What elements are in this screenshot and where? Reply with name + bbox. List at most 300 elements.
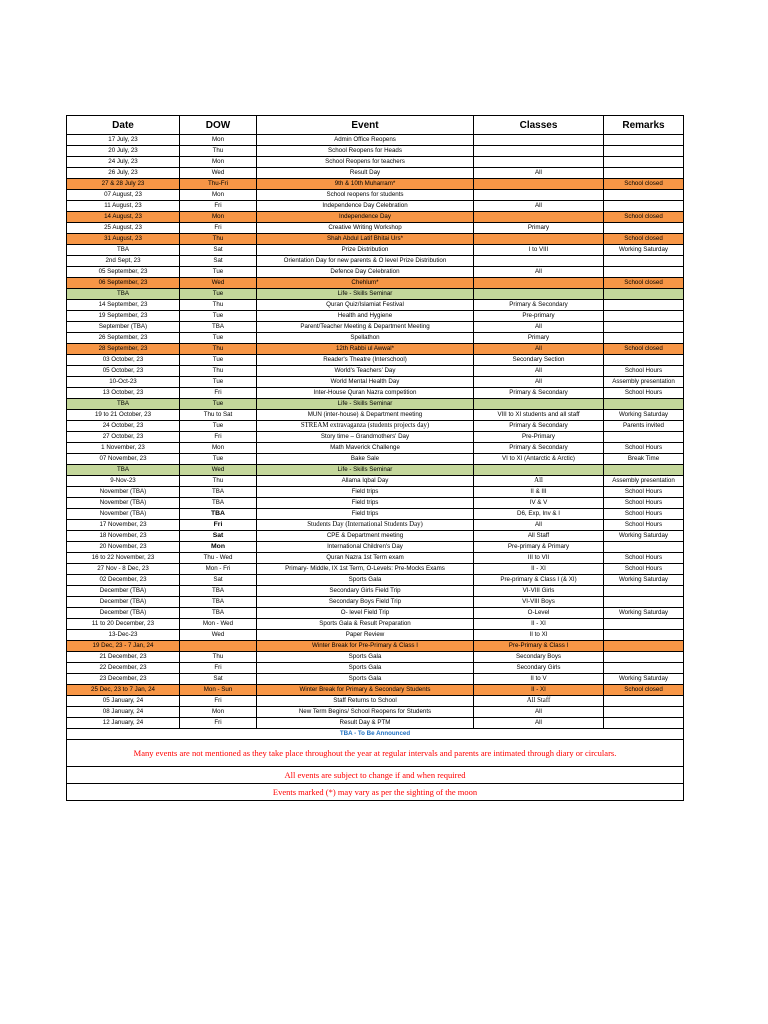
- cell-remarks: [604, 663, 684, 674]
- cell-remarks: School closed: [604, 212, 684, 223]
- cell-classes: All: [474, 267, 604, 278]
- table-row: [67, 531, 684, 542]
- table-row: [67, 487, 684, 498]
- cell-date: 21 December, 23: [67, 652, 180, 663]
- cell-remarks: [604, 322, 684, 333]
- cell-date: 11 to 20 December, 23: [67, 619, 180, 630]
- cell-classes: II - XI: [474, 564, 604, 575]
- cell-dow: Thu to Sat: [180, 410, 257, 421]
- cell-event: Primary- Middle, IX 1st Term, O-Levels: Pre-Mocks Exams: [257, 564, 474, 575]
- cell-event: Paper Review: [257, 630, 474, 641]
- cell-classes: [474, 289, 604, 300]
- cell-classes: [474, 190, 604, 201]
- table-row: [67, 278, 684, 289]
- cell-dow: Fri: [180, 520, 257, 531]
- cell-event: Reader's Theatre (Interschool): [257, 355, 474, 366]
- note-row: [67, 767, 684, 784]
- cell-remarks: [604, 168, 684, 179]
- cell-date: November (TBA): [67, 509, 180, 520]
- cell-event: Independence Day: [257, 212, 474, 223]
- cell-remarks: [604, 652, 684, 663]
- cell-event: 12th Rabbi ul Awwal*: [257, 344, 474, 355]
- cell-event: World Mental Health Day: [257, 377, 474, 388]
- cell-remarks: [604, 355, 684, 366]
- cell-date: 05 September, 23: [67, 267, 180, 278]
- table-row: [67, 179, 684, 190]
- table-row: [67, 553, 684, 564]
- cell-dow: Fri: [180, 432, 257, 443]
- cell-date: 25 Dec, 23 to 7 Jan, 24: [67, 685, 180, 696]
- cell-dow: Sat: [180, 674, 257, 685]
- cell-dow: [180, 641, 257, 652]
- table-row: [67, 696, 684, 707]
- cell-date: 07 November, 23: [67, 454, 180, 465]
- cell-classes: All: [474, 322, 604, 333]
- cell-event: Parent/Teacher Meeting & Department Meeting: [257, 322, 474, 333]
- cell-dow: Tue: [180, 333, 257, 344]
- calendar-rows: [67, 135, 684, 729]
- note-subject-to-change: All events are subject to change if and when required: [67, 767, 684, 784]
- cell-remarks: School Hours: [604, 520, 684, 531]
- cell-event: Sports Gala: [257, 674, 474, 685]
- cell-classes: VI-VIII Boys: [474, 597, 604, 608]
- cell-remarks: [604, 135, 684, 146]
- cell-event: Allama Iqbal Day: [257, 476, 474, 487]
- cell-dow: Thu: [180, 300, 257, 311]
- note-row: [67, 784, 684, 801]
- cell-remarks: School closed: [604, 278, 684, 289]
- cell-event: Prize Distribution: [257, 245, 474, 256]
- cell-event: Field trips: [257, 487, 474, 498]
- header-classes: Classes: [474, 116, 604, 135]
- cell-classes: Primary & Secondary: [474, 443, 604, 454]
- cell-date: December (TBA): [67, 597, 180, 608]
- cell-event: Field trips: [257, 498, 474, 509]
- cell-date: 05 January, 24: [67, 696, 180, 707]
- cell-event: Sports Gala: [257, 652, 474, 663]
- table-row: [67, 421, 684, 432]
- cell-date: TBA: [67, 399, 180, 410]
- cell-event: Staff Returns to School: [257, 696, 474, 707]
- cell-event: Orientation Day for new parents & O level Prize Distribution: [257, 256, 474, 267]
- cell-event: Spellathon: [257, 333, 474, 344]
- cell-dow: Mon: [180, 190, 257, 201]
- table-row: [67, 432, 684, 443]
- cell-date: 13-Dec-23: [67, 630, 180, 641]
- cell-event: STREAM extravaganza (students projects day): [257, 421, 474, 432]
- cell-date: 02 December, 23: [67, 575, 180, 586]
- cell-dow: Thu - Wed: [180, 553, 257, 564]
- cell-classes: D6, Exp, Inv & I: [474, 509, 604, 520]
- table-row: [67, 608, 684, 619]
- table-row: [67, 542, 684, 553]
- cell-dow: Thu-Fri: [180, 179, 257, 190]
- cell-date: November (TBA): [67, 498, 180, 509]
- cell-remarks: [604, 641, 684, 652]
- cell-dow: Tue: [180, 311, 257, 322]
- cell-remarks: Parents invited: [604, 421, 684, 432]
- cell-remarks: [604, 432, 684, 443]
- table-row: [67, 575, 684, 586]
- note-moon-sighting: Events marked (*) may vary as per the sighting of the moon: [67, 784, 684, 801]
- cell-date: 20 November, 23: [67, 542, 180, 553]
- cell-classes: Pre-Primary: [474, 432, 604, 443]
- cell-dow: Mon - Wed: [180, 619, 257, 630]
- table-row: [67, 498, 684, 509]
- cell-remarks: [604, 465, 684, 476]
- table-row: [67, 289, 684, 300]
- cell-classes: All: [474, 344, 604, 355]
- cell-remarks: [604, 630, 684, 641]
- cell-event: Math Maverick Challenge: [257, 443, 474, 454]
- cell-date: 14 August, 23: [67, 212, 180, 223]
- table-row: [67, 267, 684, 278]
- cell-remarks: [604, 267, 684, 278]
- cell-date: 08 January, 24: [67, 707, 180, 718]
- cell-classes: All: [474, 520, 604, 531]
- cell-dow: Fri: [180, 201, 257, 212]
- table-row: [67, 355, 684, 366]
- note-events-not-mentioned: Many events are not mentioned as they take place throughout the year at regular intervals and parents are intimated through diary or circulars.: [67, 740, 684, 767]
- cell-dow: Tue: [180, 355, 257, 366]
- cell-dow: Tue: [180, 267, 257, 278]
- cell-classes: [474, 256, 604, 267]
- cell-date: 24 October, 23: [67, 421, 180, 432]
- cell-date: 19 September, 23: [67, 311, 180, 322]
- cell-event: Winter Break for Primary & Secondary Students: [257, 685, 474, 696]
- cell-dow: Thu: [180, 476, 257, 487]
- cell-event: New Term Begins/ School Reopens for Students: [257, 707, 474, 718]
- cell-classes: Secondary Boys: [474, 652, 604, 663]
- cell-event: Creative Writing Workshop: [257, 223, 474, 234]
- calendar-table: [66, 115, 684, 801]
- cell-remarks: Working Saturday: [604, 531, 684, 542]
- cell-dow: Mon: [180, 157, 257, 168]
- cell-event: Winter Break for Pre-Primary & Class I: [257, 641, 474, 652]
- cell-remarks: [604, 223, 684, 234]
- cell-date: 10-Oct-23: [67, 377, 180, 388]
- cell-date: 27 October, 23: [67, 432, 180, 443]
- cell-dow: TBA: [180, 487, 257, 498]
- table-row: [67, 520, 684, 531]
- cell-event: Story time – Grandmothers' Day: [257, 432, 474, 443]
- cell-date: TBA: [67, 245, 180, 256]
- cell-date: September (TBA): [67, 322, 180, 333]
- note-row: [67, 740, 684, 767]
- cell-date: 11 August, 23: [67, 201, 180, 212]
- cell-event: O- level Field Trip: [257, 608, 474, 619]
- cell-remarks: [604, 542, 684, 553]
- table-row: [67, 322, 684, 333]
- cell-classes: Primary & Secondary: [474, 388, 604, 399]
- cell-date: 16 to 22 November, 23: [67, 553, 180, 564]
- cell-remarks: [604, 157, 684, 168]
- cell-date: 27 Nov - 8 Dec, 23: [67, 564, 180, 575]
- cell-classes: All: [474, 377, 604, 388]
- table-row: [67, 366, 684, 377]
- cell-remarks: [604, 190, 684, 201]
- cell-dow: TBA: [180, 322, 257, 333]
- cell-remarks: [604, 718, 684, 729]
- cell-classes: VIII to XI students and all staff: [474, 410, 604, 421]
- cell-dow: Mon: [180, 707, 257, 718]
- cell-classes: Pre-primary & Class I (& XI): [474, 575, 604, 586]
- cell-dow: Tue: [180, 399, 257, 410]
- cell-date: 06 September, 23: [67, 278, 180, 289]
- tba-note: TBA - To Be Announced: [67, 729, 684, 740]
- cell-classes: [474, 179, 604, 190]
- cell-remarks: Working Saturday: [604, 674, 684, 685]
- cell-classes: II - XI: [474, 619, 604, 630]
- cell-dow: TBA: [180, 509, 257, 520]
- cell-classes: II to XI: [474, 630, 604, 641]
- cell-date: 25 August, 23: [67, 223, 180, 234]
- cell-remarks: [604, 586, 684, 597]
- cell-classes: II - XI: [474, 685, 604, 696]
- table-row: [67, 212, 684, 223]
- table-row: [67, 157, 684, 168]
- cell-classes: Pre-primary & Primary: [474, 542, 604, 553]
- cell-date: 19 Dec, 23 - 7 Jan, 24: [67, 641, 180, 652]
- cell-remarks: School closed: [604, 234, 684, 245]
- cell-date: TBA: [67, 289, 180, 300]
- cell-event: 9th & 10th Muharram*: [257, 179, 474, 190]
- cell-classes: II & III: [474, 487, 604, 498]
- cell-dow: Thu: [180, 146, 257, 157]
- cell-classes: Secondary Girls: [474, 663, 604, 674]
- cell-event: Sports Gala: [257, 575, 474, 586]
- cell-date: 07 August, 23: [67, 190, 180, 201]
- cell-date: 23 December, 23: [67, 674, 180, 685]
- cell-classes: [474, 135, 604, 146]
- table-row: [67, 388, 684, 399]
- cell-event: Field trips: [257, 509, 474, 520]
- cell-dow: Wed: [180, 278, 257, 289]
- table-row: [67, 311, 684, 322]
- cell-remarks: [604, 619, 684, 630]
- cell-event: International Children's Day: [257, 542, 474, 553]
- table-row: [67, 399, 684, 410]
- cell-remarks: School Hours: [604, 487, 684, 498]
- table-row: [67, 234, 684, 245]
- cell-date: 14 September, 23: [67, 300, 180, 311]
- cell-dow: Fri: [180, 223, 257, 234]
- table-row: [67, 674, 684, 685]
- cell-event: Defence Day Celebration: [257, 267, 474, 278]
- cell-dow: TBA: [180, 586, 257, 597]
- cell-date: 12 January, 24: [67, 718, 180, 729]
- cell-remarks: [604, 597, 684, 608]
- table-row: [67, 630, 684, 641]
- cell-remarks: [604, 707, 684, 718]
- cell-dow: Mon: [180, 135, 257, 146]
- school-calendar-sheet: [66, 115, 683, 801]
- cell-date: 2nd Sept, 23: [67, 256, 180, 267]
- cell-date: 28 September, 23: [67, 344, 180, 355]
- cell-event: School reopens for students: [257, 190, 474, 201]
- cell-event: Sports Gala: [257, 663, 474, 674]
- table-row: [67, 641, 684, 652]
- cell-event: CPE & Department meeting: [257, 531, 474, 542]
- cell-classes: [474, 212, 604, 223]
- cell-remarks: School closed: [604, 685, 684, 696]
- table-row: [67, 300, 684, 311]
- header-event: Event: [257, 116, 474, 135]
- cell-dow: Wed: [180, 465, 257, 476]
- cell-date: 27 & 28 July 23: [67, 179, 180, 190]
- cell-event: Secondary Girls Field Trip: [257, 586, 474, 597]
- cell-dow: TBA: [180, 597, 257, 608]
- cell-remarks: School closed: [604, 344, 684, 355]
- cell-dow: Sat: [180, 245, 257, 256]
- header-date: Date: [67, 116, 180, 135]
- cell-classes: All: [474, 718, 604, 729]
- cell-classes: VI to XI (Antarctic & Arctic): [474, 454, 604, 465]
- header-remarks: Remarks: [604, 116, 684, 135]
- cell-dow: Thu: [180, 234, 257, 245]
- cell-date: December (TBA): [67, 586, 180, 597]
- cell-classes: All Staff: [474, 531, 604, 542]
- cell-event: World's Teachers' Day: [257, 366, 474, 377]
- cell-event: Bake Sale: [257, 454, 474, 465]
- cell-event: Quran Nazra 1st Term exam: [257, 553, 474, 564]
- table-row: [67, 168, 684, 179]
- cell-dow: Fri: [180, 663, 257, 674]
- cell-remarks: [604, 300, 684, 311]
- table-row: [67, 410, 684, 421]
- cell-date: 20 July, 23: [67, 146, 180, 157]
- cell-date: 31 August, 23: [67, 234, 180, 245]
- table-row: [67, 333, 684, 344]
- cell-classes: I to VIII: [474, 245, 604, 256]
- cell-event: Result Day & PTM: [257, 718, 474, 729]
- cell-date: December (TBA): [67, 608, 180, 619]
- cell-dow: Wed: [180, 168, 257, 179]
- cell-classes: [474, 157, 604, 168]
- cell-classes: Pre-primary: [474, 311, 604, 322]
- cell-event: MUN (inter-house) & Department meeting: [257, 410, 474, 421]
- cell-date: 17 November, 23: [67, 520, 180, 531]
- cell-remarks: School Hours: [604, 564, 684, 575]
- footer-notes: [67, 729, 684, 801]
- cell-remarks: Assembly presentation: [604, 377, 684, 388]
- cell-classes: Primary: [474, 333, 604, 344]
- cell-remarks: Working Saturday: [604, 410, 684, 421]
- table-row: [67, 663, 684, 674]
- cell-dow: Mon: [180, 212, 257, 223]
- cell-dow: Sat: [180, 256, 257, 267]
- cell-event: Result Day: [257, 168, 474, 179]
- cell-dow: Tue: [180, 421, 257, 432]
- cell-remarks: [604, 289, 684, 300]
- cell-dow: Mon: [180, 443, 257, 454]
- cell-remarks: Working Saturday: [604, 575, 684, 586]
- tba-note-row: [67, 729, 684, 740]
- table-row: [67, 619, 684, 630]
- cell-classes: O-Level: [474, 608, 604, 619]
- cell-dow: Sat: [180, 531, 257, 542]
- cell-dow: Tue: [180, 454, 257, 465]
- cell-classes: All: [474, 168, 604, 179]
- table-row: [67, 135, 684, 146]
- cell-classes: VI-VIII Girls: [474, 586, 604, 597]
- cell-remarks: Assembly presentation: [604, 476, 684, 487]
- cell-remarks: School Hours: [604, 509, 684, 520]
- cell-event: Chehlum*: [257, 278, 474, 289]
- cell-classes: All Staff: [474, 696, 604, 707]
- cell-dow: Thu: [180, 366, 257, 377]
- table-row: [67, 718, 684, 729]
- cell-event: Students Day (International Students Day): [257, 520, 474, 531]
- cell-dow: Mon - Fri: [180, 564, 257, 575]
- cell-event: Sports Gala & Result Preparation: [257, 619, 474, 630]
- table-row: [67, 223, 684, 234]
- cell-dow: Wed: [180, 630, 257, 641]
- cell-date: November (TBA): [67, 487, 180, 498]
- cell-dow: Fri: [180, 696, 257, 707]
- cell-date: 18 November, 23: [67, 531, 180, 542]
- cell-remarks: Working Saturday: [604, 245, 684, 256]
- cell-event: Health and Hygiene: [257, 311, 474, 322]
- cell-date: 19 to 21 October, 23: [67, 410, 180, 421]
- cell-remarks: [604, 201, 684, 212]
- table-row: [67, 377, 684, 388]
- cell-classes: All: [474, 366, 604, 377]
- cell-dow: Thu: [180, 344, 257, 355]
- cell-remarks: School Hours: [604, 498, 684, 509]
- cell-event: Inter-House Quran Nazra competition: [257, 388, 474, 399]
- cell-remarks: School Hours: [604, 366, 684, 377]
- cell-event: School Reopens for Heads: [257, 146, 474, 157]
- table-row: [67, 476, 684, 487]
- cell-remarks: [604, 399, 684, 410]
- cell-classes: Secondary Section: [474, 355, 604, 366]
- cell-remarks: [604, 146, 684, 157]
- cell-dow: Tue: [180, 377, 257, 388]
- cell-date: 05 October, 23: [67, 366, 180, 377]
- cell-date: 17 July, 23: [67, 135, 180, 146]
- cell-classes: Primary: [474, 223, 604, 234]
- cell-classes: II to V: [474, 674, 604, 685]
- table-row: [67, 146, 684, 157]
- cell-date: 03 October, 23: [67, 355, 180, 366]
- cell-remarks: School closed: [604, 179, 684, 190]
- cell-dow: Fri: [180, 718, 257, 729]
- cell-date: 26 July, 23: [67, 168, 180, 179]
- cell-dow: TBA: [180, 608, 257, 619]
- table-row: [67, 344, 684, 355]
- cell-classes: Primary & Secondary: [474, 300, 604, 311]
- cell-remarks: [604, 696, 684, 707]
- cell-remarks: [604, 311, 684, 322]
- table-row: [67, 597, 684, 608]
- cell-date: 24 July, 23: [67, 157, 180, 168]
- cell-event: Life - Skills Seminar: [257, 465, 474, 476]
- table-row: [67, 465, 684, 476]
- header-row: [67, 116, 684, 135]
- cell-date: 9-Nov-23: [67, 476, 180, 487]
- cell-classes: [474, 146, 604, 157]
- cell-remarks: School Hours: [604, 443, 684, 454]
- table-row: [67, 564, 684, 575]
- cell-event: Secondary Boys Field Trip: [257, 597, 474, 608]
- cell-classes: All: [474, 476, 604, 487]
- table-row: [67, 685, 684, 696]
- cell-remarks: School Hours: [604, 388, 684, 399]
- cell-dow: Mon - Sun: [180, 685, 257, 696]
- cell-remarks: [604, 256, 684, 267]
- cell-remarks: Working Saturday: [604, 608, 684, 619]
